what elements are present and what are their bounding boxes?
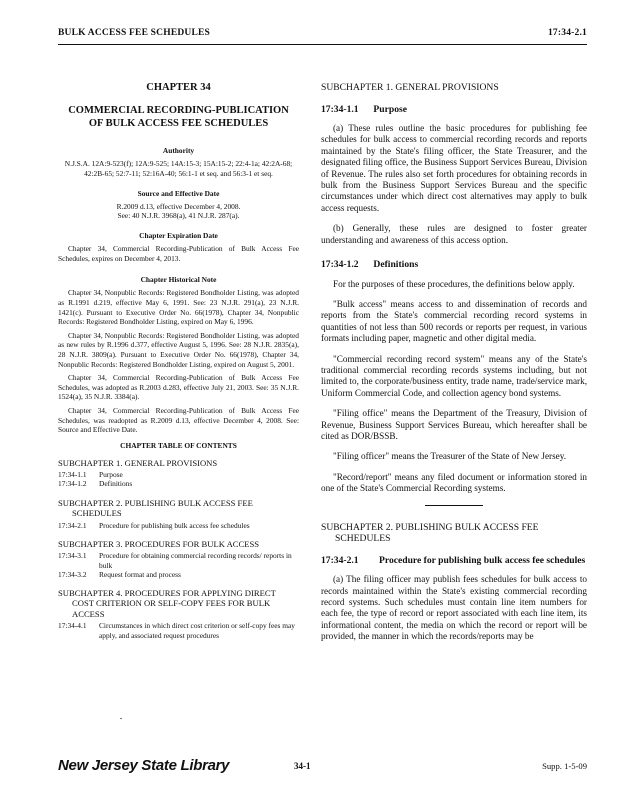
paragraph: (b) Generally, these rules are designed to foster greater understanding and awareness of this access option. bbox=[321, 223, 587, 245]
running-header bbox=[58, 26, 587, 42]
toc-entry bbox=[58, 551, 299, 569]
history-paragraph: Chapter 34, Nonpublic Records: Registered Bondholder Listing, was adopted as new rules by R.1996 d.377, effective August 5, 1996. See: 28 N.J.R. 2835(a), 28 N.J.R. 3809(a). Pursuant to Executive Order No. 66(1978), Chapter 34, Nonpublic Records: Registered Bondholder Listing, expired on August 5, 2001. bbox=[58, 330, 299, 369]
subchapter-2-title: SUBCHAPTER 2. PUBLISHING BULK ACCESS FEE SCHEDULES bbox=[321, 521, 539, 545]
history-paragraph: Chapter 34, Nonpublic Records: Registered Bondholder Listing, was adopted as R.1991 d.219, effective May 6, 1991. See: 23 N.J.R. 291(a), 23 N.J.R. 1421(c). Pursuant to Executive Order No. 66(1978), Chapter 34, Nonpublic Records: Registered Bondholder Listing, expired on May 6, 1996. bbox=[58, 288, 299, 327]
toc-entry-text: Circumstances in which direct cost criterion or self-copy fees may apply, and associated request procedures bbox=[99, 621, 295, 640]
toc-subchapter-3 bbox=[58, 539, 299, 579]
toc-entry bbox=[58, 570, 299, 579]
paragraph: (a) The filing officer may publish fees schedules for bulk access to records maintained within the State's existing commercial recording record systems. Such schedules must contain line item numbers for each fee, the type of record or report associated with each line item, its informational content, the media on which the record or report will be provided, the manner in which the records/reports may be bbox=[321, 574, 587, 642]
paragraph: (a) These rules outline the basic procedures for publishing fee schedules for bulk access to commercial recording records and reports maintained by the State's filing officer, the State Treasurer, and the designated filing office, the Business Support Services Bureau, Division of Revenue. The rules also set forth procedures for obtaining records in bulk from the Business Support Services Bureau and the specific circumstances under which direct cost alternatives may apply to bulk access requests. bbox=[321, 123, 587, 213]
toc-entry-number: 17:34-3.1 bbox=[58, 551, 87, 561]
section-divider bbox=[425, 505, 483, 506]
library-watermark: New Jersey State Library bbox=[58, 757, 230, 774]
toc-entry-text: Request format and process bbox=[99, 569, 181, 579]
toc-entry-text: Procedure for publishing bulk access fee schedules bbox=[99, 520, 250, 530]
definition: "Filing office" means the Department of the Treasury, Division of Revenue, Business Support Services Bureau, which hereafter shall be cited as DOR/BSSB. bbox=[321, 408, 587, 442]
toc-subchapter-title: SUBCHAPTER 2. PUBLISHING BULK ACCESS FEE SCHEDULES bbox=[58, 497, 253, 519]
definition: "Bulk access" means access to and dissemination of records and reports from the State's commercial recording record systems in quantities of not less than 500 records or reports per request, in various formats including paper, magnetic and other digital media. bbox=[321, 298, 587, 344]
toc-entry-text: Purpose bbox=[99, 470, 123, 480]
paragraph: For the purposes of these procedures, the definitions below apply. bbox=[333, 278, 575, 289]
section-number: 17:34-1.1 bbox=[321, 103, 359, 115]
history-heading: Chapter Historical Note bbox=[140, 275, 217, 285]
page-number: 34-1 bbox=[294, 761, 311, 771]
history-paragraph: Chapter 34, Commercial Recording-Publication of Bulk Access Fee Schedules, was adopted as R.2003 d.283, effective July 21, 2003. See: 35 N.J.R. 1524(a), 35 N.J.R. 3384(a). bbox=[58, 373, 299, 402]
page-footer bbox=[58, 757, 587, 781]
toc-subchapter-1 bbox=[58, 458, 299, 489]
toc-subchapter-2 bbox=[58, 498, 299, 530]
header-rule bbox=[58, 44, 587, 45]
toc-entry bbox=[58, 521, 299, 530]
chapter-title bbox=[58, 105, 299, 130]
toc-subchapter-title: SUBCHAPTER 4. PROCEDURES FOR APPLYING DIRECT COST CRITERION OR SELF-COPY FEES FOR BULK ACCESS bbox=[58, 587, 276, 619]
chapter-number: CHAPTER 34 bbox=[146, 82, 211, 93]
toc-subchapter-title: SUBCHAPTER 3. PROCEDURES FOR BULK ACCESS bbox=[58, 538, 260, 549]
chapter-title-line-1: COMMERCIAL RECORDING-PUBLICATION bbox=[68, 105, 289, 116]
source-line-1: R.2009 d.13, effective December 4, 2008. bbox=[116, 201, 241, 211]
authority-heading: Authority bbox=[162, 146, 195, 155]
toc-entry bbox=[58, 470, 299, 479]
expiration-heading: Chapter Expiration Date bbox=[139, 231, 218, 241]
definition: "Filing officer" means the Treasurer of the State of New Jersey. bbox=[333, 451, 567, 462]
toc-entry-number: 17:34-2.1 bbox=[58, 520, 87, 530]
header-title: BULK ACCESS FEE SCHEDULES bbox=[58, 28, 211, 38]
right-column bbox=[321, 82, 587, 652]
toc-entry bbox=[58, 479, 299, 488]
chapter-title-line-2: OF BULK ACCESS FEE SCHEDULES bbox=[88, 117, 269, 129]
source-line-2: See: 40 N.J.R. 3968(a), 41 N.J.R. 287(a). bbox=[117, 211, 240, 221]
authority-text: N.J.S.A. 12A:9-523(f); 12A:9-525; 14A:15-3; 15A:15-2; 22:4-1a; 42:2A-68; 42:2B-65; 52:7-11; 52:16A-40; 56:1-1 et seq. and 56:3-1 et seq. bbox=[64, 159, 293, 178]
toc-entry bbox=[58, 621, 299, 639]
definition: "Commercial recording record system" means any of the State's traditional commercial recording records systems including, but not limited to, the corporate/business entity, trade name, trade/service mark, Uniform Commercial Code, and collection agency bond systems. bbox=[321, 353, 587, 398]
toc-heading: CHAPTER TABLE OF CONTENTS bbox=[120, 440, 237, 450]
toc-entry-text: Procedure for obtaining commercial recording records/ reports in bulk bbox=[99, 551, 292, 570]
toc-entry-text: Definitions bbox=[99, 479, 133, 489]
section-number: 17:34-2.1 bbox=[321, 554, 359, 566]
toc-subchapter-4 bbox=[58, 588, 299, 640]
history-paragraph: Chapter 34, Commercial Recording-Publication of Bulk Access Fee Schedules, was readopted as R.2009 d.13, effective December 4, 2008. See: Source and Effective Date. bbox=[58, 405, 299, 435]
expiration-text: Chapter 34, Commercial Recording-Publication of Bulk Access Fee Schedules, expires on December 4, 2013. bbox=[58, 244, 299, 263]
supplement-date: Supp. 1-5-09 bbox=[542, 761, 587, 771]
subchapter-1-title: SUBCHAPTER 1. GENERAL PROVISIONS bbox=[321, 82, 499, 93]
toc-entry-number: 17:34-4.1 bbox=[58, 621, 87, 631]
section-title: Purpose bbox=[373, 103, 407, 115]
section-heading bbox=[321, 259, 587, 271]
section-title: Definitions bbox=[373, 259, 419, 271]
toc-entry-number: 17:34-1.2 bbox=[58, 479, 87, 489]
definition: "Record/report" means any filed document or information stored in one of the State's Commercial Recording systems. bbox=[321, 471, 587, 494]
toc-entry-number: 17:34-3.2 bbox=[58, 569, 87, 579]
scan-speck bbox=[120, 718, 122, 719]
left-column bbox=[58, 82, 299, 649]
toc-entry-number: 17:34-1.1 bbox=[58, 470, 87, 480]
source-heading: Source and Effective Date bbox=[137, 188, 220, 198]
section-title: Procedure for publishing bulk access fee schedules bbox=[379, 554, 586, 566]
section-number: 17:34-1.2 bbox=[321, 259, 359, 271]
section-heading bbox=[321, 555, 587, 567]
toc-subchapter-title: SUBCHAPTER 1. GENERAL PROVISIONS bbox=[58, 457, 218, 468]
header-section-number: 17:34-2.1 bbox=[547, 28, 587, 38]
section-heading bbox=[321, 104, 587, 116]
